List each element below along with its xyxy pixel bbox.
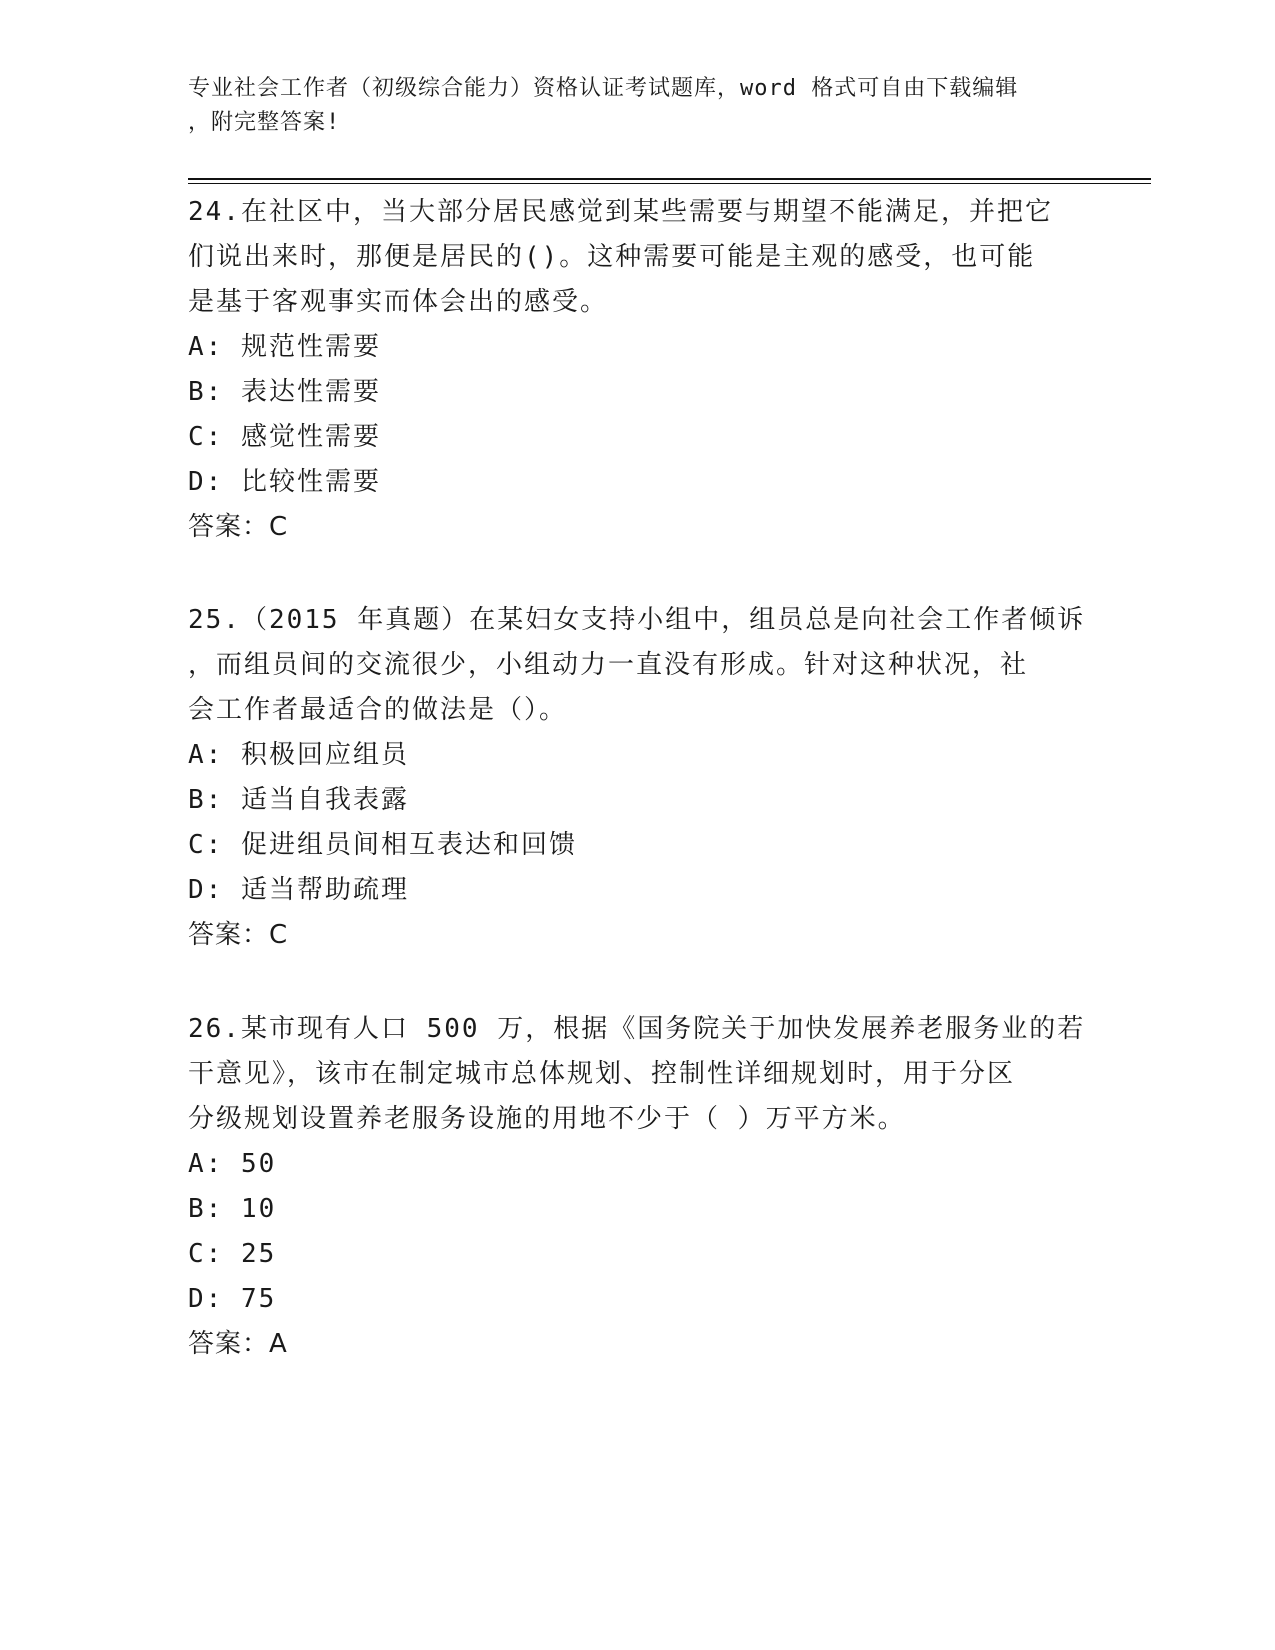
question-stem-line: 们说出来时，那便是居民的()。这种需要可能是主观的感受，也可能	[188, 242, 1036, 272]
question-stem-line: 是基于客观事实而体会出的感受。	[188, 287, 609, 317]
option-a: A: 50	[188, 1149, 277, 1179]
question-stem-line: 25.（2015 年真题）在某妇女支持小组中，组员总是向社会工作者倾诉	[188, 605, 1086, 635]
question-26	[188, 1007, 1088, 1367]
header-line-2: ，附完整答案!	[188, 110, 341, 135]
question-24	[188, 190, 1088, 550]
question-stem-line: 干意见》，该市在制定城市总体规划、控制性详细规划时，用于分区	[188, 1059, 1016, 1089]
option-c: C: 25	[188, 1239, 277, 1269]
option-a: A: 积极回应组员	[188, 740, 409, 770]
option-c: C: 感觉性需要	[188, 422, 381, 452]
header-rule-thin	[188, 183, 1151, 184]
document-page	[188, 0, 1148, 1650]
option-b: B: 适当自我表露	[188, 785, 409, 815]
option-d: D: 比较性需要	[188, 467, 381, 497]
answer-line: 答案：A	[188, 1329, 288, 1359]
option-b: B: 表达性需要	[188, 377, 381, 407]
answer-line: 答案：C	[188, 920, 289, 950]
question-25	[188, 598, 1088, 958]
question-stem-line: ，而组员间的交流很少，小组动力一直没有形成。针对这种状况，社	[188, 650, 1029, 680]
question-stem-line: 会工作者最适合的做法是（）。	[188, 695, 568, 725]
header-rule-thick	[188, 178, 1151, 180]
question-stem-line: 26.某市现有人口 500 万，根据《国务院关于加快发展养老服务业的若	[188, 1014, 1086, 1044]
option-c: C: 促进组员间相互表达和回馈	[188, 830, 577, 860]
option-b: B: 10	[188, 1194, 277, 1224]
option-d: D: 75	[188, 1284, 277, 1314]
answer-line: 答案：C	[188, 512, 289, 542]
question-stem-line: 24.在社区中，当大部分居民感觉到某些需要与期望不能满足，并把它	[188, 197, 1053, 227]
option-a: A: 规范性需要	[188, 332, 381, 362]
header-line-1: 专业社会工作者（初级综合能力）资格认证考试题库，word 格式可自由下载编辑	[188, 76, 1019, 101]
option-d: D: 适当帮助疏理	[188, 875, 409, 905]
question-stem-line: 分级规划设置养老服务设施的用地不少于（ ）万平方米。	[188, 1104, 906, 1134]
document-header	[188, 72, 1068, 140]
